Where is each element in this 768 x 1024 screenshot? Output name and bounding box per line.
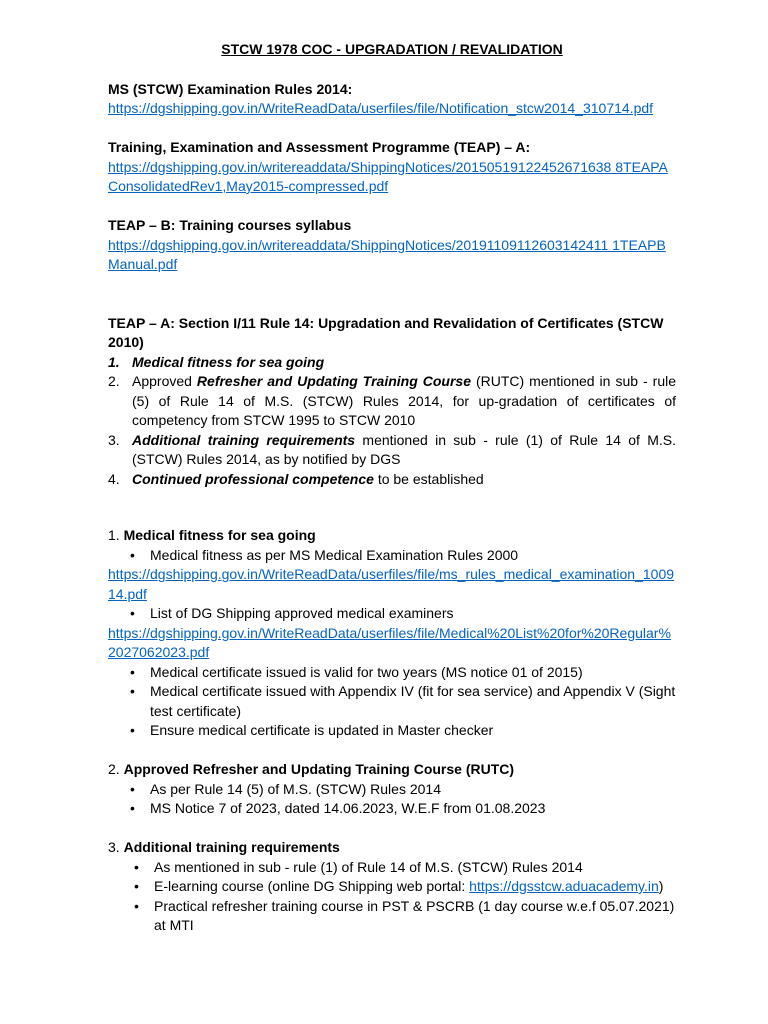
list-item: • MS Notice 7 of 2023, dated 14.06.2023, W.E.F from 01.08.2023 [108, 799, 676, 819]
medical-list-1 [108, 546, 676, 566]
medical-section [108, 526, 676, 741]
list-item: • Medical fitness as per MS Medical Examination Rules 2000 [108, 546, 676, 566]
rule14-list [108, 353, 676, 490]
rule14-item: 2. Approved Refresher and Updating Training Course (RUTC) mentioned in sub - rule (5) of Rule 14 of M.S. (STCW) Rules 2014, for up-gradation of certificates of competency from STCW 1995 to STCW 2010 [108, 373, 676, 428]
ms-rules-heading: MS (STCW) Examination Rules 2014: [108, 80, 353, 97]
list-item: • List of DG Shipping approved medical examiners [108, 604, 676, 624]
list-item: • As mentioned in sub - rule (1) of Rule 14 of M.S. (STCW) Rules 2014 [108, 858, 676, 878]
list-item: • As per Rule 14 (5) of M.S. (STCW) Rules 2014 [108, 780, 676, 800]
additional-heading: 3. Additional training requirements [108, 839, 340, 855]
medical-rules-link[interactable]: https://dgshipping.gov.in/WriteReadData/userfiles/file/ms_rules_medical_examination_100914.pdf [108, 566, 675, 602]
ms-rules-link[interactable]: https://dgshipping.gov.in/WriteReadData/userfiles/file/Notification_stcw2014_310714.pdf [108, 100, 654, 116]
rutc-section [108, 760, 676, 819]
teap-b-link[interactable]: https://dgshipping.gov.in/writereaddata/ShippingNotices/20191109112603142411 1TEAPBManual.pdf [108, 236, 666, 272]
additional-list [108, 858, 676, 936]
rule14-section [108, 314, 676, 490]
teap-a-heading: Training, Examination and Assessment Programme (TEAP) – A: [108, 139, 531, 155]
elearning-link[interactable]: https://dgsstcw.aduacademy.in [469, 878, 659, 894]
teap-a-section [108, 138, 676, 197]
medical-list-2 [108, 604, 676, 624]
document-page [108, 40, 676, 955]
rule14-item: 4. Continued professional competence to be established [108, 470, 484, 487]
teap-b-section [108, 216, 676, 275]
list-item: • Medical certificate issued is valid for two years (MS notice 01 of 2015) [108, 663, 676, 683]
rutc-list [108, 780, 676, 819]
rule14-heading: TEAP – A: Section I/11 Rule 14: Upgradation and Revalidation of Certificates (STCW 2010) [108, 314, 664, 350]
document-title: STCW 1978 COC - UPGRADATION / REVALIDATION [221, 41, 563, 57]
medical-list-3 [108, 663, 676, 741]
medical-heading: 1. Medical fitness for sea going [108, 527, 316, 543]
additional-section [108, 838, 676, 936]
list-item: • Ensure medical certificate is updated in Master checker [108, 721, 676, 741]
medical-examiners-link[interactable]: https://dgshipping.gov.in/WriteReadData/userfiles/file/Medical%20List%20for%20Regular%2027062023.pdf [108, 624, 671, 660]
rutc-heading: 2. Approved Refresher and Updating Training Course (RUTC) [108, 761, 515, 777]
list-item: • E-learning course (online DG Shipping web portal: https://dgsstcw.aduacademy.in) [108, 877, 676, 897]
ms-rules-section [108, 80, 676, 119]
list-item: • Practical refresher training course in PST & PSCRB (1 day course w.e.f 05.07.2021) at MTI [108, 897, 676, 936]
teap-b-heading: TEAP – B: Training courses syllabus [108, 217, 352, 233]
rule14-item: 3. Additional training requirements mentioned in sub - rule (1) of Rule 14 of M.S. (STCW) Rules 2014, as by notified by DGS [108, 431, 676, 467]
rule14-item: 1. Medical fitness for sea going [108, 353, 325, 370]
list-item: • Medical certificate issued with Appendix IV (fit for sea service) and Appendix V (Sight test certificate) [108, 682, 676, 721]
teap-a-link[interactable]: https://dgshipping.gov.in/writereaddata/ShippingNotices/20150519122452671638 8TEAPAConsolidatedRev1,May2015-compressed.pdf [108, 158, 668, 194]
